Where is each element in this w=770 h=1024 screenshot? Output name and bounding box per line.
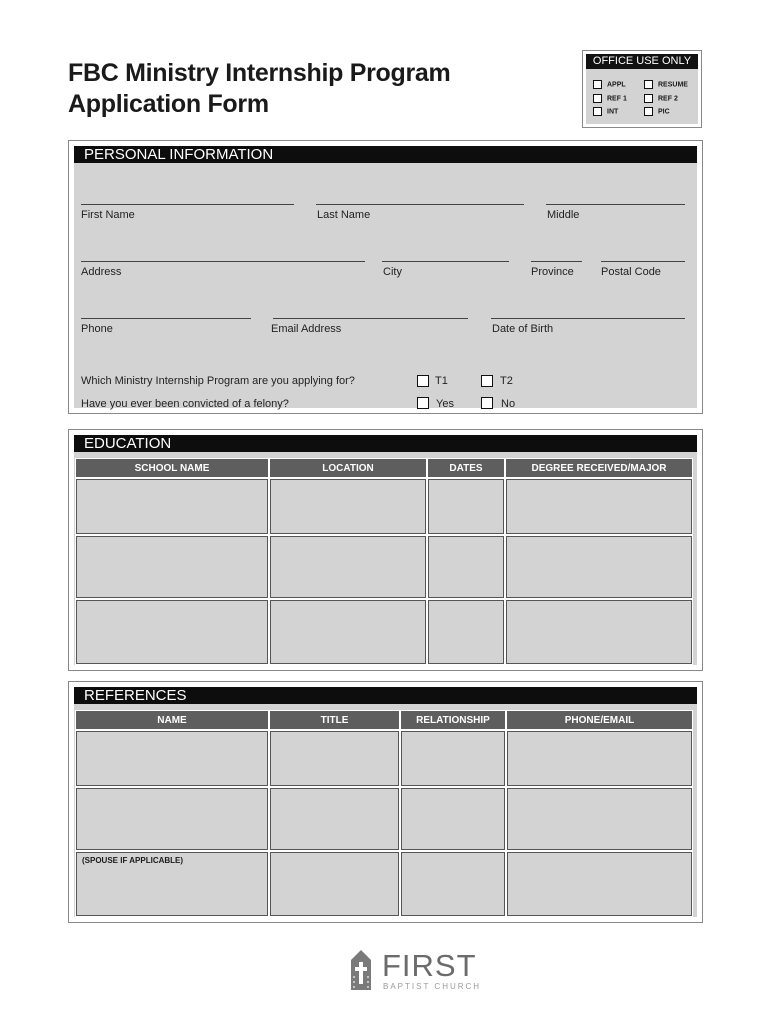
address-label: Address: [81, 266, 122, 278]
office-resume-label: RESUME: [658, 81, 688, 89]
reference-row1-relationship[interactable]: [400, 730, 506, 787]
education-row2-degree[interactable]: [505, 535, 693, 599]
reference-row1-title[interactable]: [269, 730, 400, 787]
education-row1-dates[interactable]: [427, 478, 505, 535]
references-col-relationship: RELATIONSHIP: [400, 710, 506, 730]
office-appl-checkbox[interactable]: [593, 80, 602, 89]
office-resume-checkbox[interactable]: [644, 80, 653, 89]
felony-yes-label: Yes: [436, 398, 454, 410]
felony-no-label: No: [501, 398, 516, 410]
personal-information-heading: PERSONAL INFORMATION: [74, 146, 697, 163]
felony-no-checkbox[interactable]: [481, 397, 493, 409]
office-ref1-label: REF 1: [607, 95, 627, 103]
office-pic-label: PIC: [658, 108, 670, 116]
t1-label: T1: [435, 375, 448, 387]
felony-yes-checkbox[interactable]: [417, 397, 429, 409]
education-section: [68, 429, 703, 671]
personal-information-section: [68, 140, 703, 414]
logo-subtitle: BAPTIST CHURCH: [383, 982, 482, 991]
education-col-school-name: SCHOOL NAME: [75, 458, 269, 478]
reference-row2-phone-email[interactable]: [506, 787, 693, 851]
postal-code-label: Postal Code: [601, 266, 661, 278]
education-row3-location[interactable]: [269, 599, 427, 665]
program-question: Which Ministry Internship Program are you applying for?: [81, 375, 355, 387]
education-heading: EDUCATION: [74, 435, 697, 452]
address-field[interactable]: [81, 261, 365, 262]
reference-row3-relationship[interactable]: [400, 851, 506, 917]
form-title: [68, 58, 450, 120]
references-section: [68, 681, 703, 923]
office-ref1: [593, 94, 627, 103]
office-ref1-checkbox[interactable]: [593, 94, 602, 103]
reference-row1-name[interactable]: [75, 730, 269, 787]
date-of-birth-label: Date of Birth: [492, 323, 554, 335]
middle-name-field[interactable]: [546, 204, 685, 205]
reference-row3-name[interactable]: [75, 851, 269, 917]
t2-checkbox[interactable]: [481, 375, 493, 387]
province-label: Province: [531, 266, 574, 278]
office-pic: [644, 107, 670, 116]
education-row3-school[interactable]: [75, 599, 269, 665]
reference-row2-name[interactable]: [75, 787, 269, 851]
form-title-line2: Application Form: [68, 90, 269, 118]
felony-question: Have you ever been convicted of a felony?: [81, 398, 289, 410]
education-row1-degree[interactable]: [505, 478, 693, 535]
middle-name-label: Middle: [547, 209, 580, 221]
references-heading: REFERENCES: [74, 687, 697, 704]
references-col-name: NAME: [75, 710, 269, 730]
education-row2-dates[interactable]: [427, 535, 505, 599]
first-name-label: First Name: [81, 209, 135, 221]
office-ref2-label: REF 2: [658, 95, 678, 103]
city-label: City: [383, 266, 402, 278]
spouse-note: (SPOUSE IF APPLICABLE): [82, 856, 184, 865]
phone-field[interactable]: [81, 318, 251, 319]
education-row1-location[interactable]: [269, 478, 427, 535]
education-row1-school[interactable]: [75, 478, 269, 535]
postal-code-field[interactable]: [601, 261, 685, 262]
references-col-phone-email: PHONE/EMAIL: [506, 710, 693, 730]
t1-checkbox[interactable]: [417, 375, 429, 387]
office-resume: [644, 80, 688, 89]
office-ref2: [644, 94, 678, 103]
education-row3-degree[interactable]: [505, 599, 693, 665]
office-pic-checkbox[interactable]: [644, 107, 653, 116]
city-field[interactable]: [382, 261, 509, 262]
reference-row3-phone-email[interactable]: [506, 851, 693, 917]
office-ref2-checkbox[interactable]: [644, 94, 653, 103]
education-col-dates: DATES: [427, 458, 505, 478]
reference-row3-title[interactable]: [269, 851, 400, 917]
office-int: [593, 107, 618, 116]
education-row3-dates[interactable]: [427, 599, 505, 665]
office-use-box: [582, 50, 702, 128]
province-field[interactable]: [531, 261, 582, 262]
office-appl: [593, 80, 626, 89]
first-name-field[interactable]: [81, 204, 294, 205]
office-int-checkbox[interactable]: [593, 107, 602, 116]
education-col-location: LOCATION: [269, 458, 427, 478]
reference-row2-relationship[interactable]: [400, 787, 506, 851]
email-label: Email Address: [271, 323, 342, 335]
email-field[interactable]: [273, 318, 468, 319]
last-name-label: Last Name: [317, 209, 371, 221]
reference-row2-title[interactable]: [269, 787, 400, 851]
last-name-field[interactable]: [316, 204, 524, 205]
church-cross-icon: [348, 948, 374, 992]
office-appl-label: APPL: [607, 81, 626, 89]
office-int-label: INT: [607, 108, 619, 116]
office-use-heading: OFFICE USE ONLY: [586, 54, 698, 69]
phone-label: Phone: [81, 323, 113, 335]
form-title-line1: FBC Ministry Internship Program: [68, 59, 451, 87]
education-row2-school[interactable]: [75, 535, 269, 599]
reference-row1-phone-email[interactable]: [506, 730, 693, 787]
t2-label: T2: [500, 375, 513, 387]
first-baptist-logo: [348, 948, 482, 992]
logo-wordmark: FIRST: [382, 948, 477, 983]
education-row2-location[interactable]: [269, 535, 427, 599]
education-col-degree: DEGREE RECEIVED/MAJOR: [505, 458, 693, 478]
date-of-birth-field[interactable]: [491, 318, 685, 319]
references-col-title: TITLE: [269, 710, 400, 730]
